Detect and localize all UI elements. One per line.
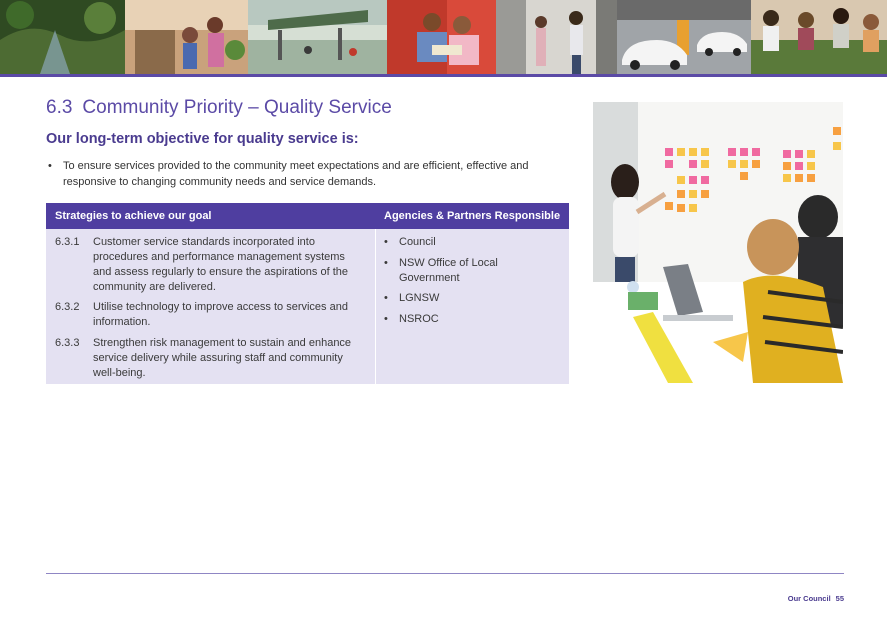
strategy-row xyxy=(55,300,365,330)
strategies-header: Strategies to achieve our goal xyxy=(55,210,212,222)
street-walkers-photo xyxy=(496,0,617,74)
bullet-marker: • xyxy=(384,236,388,248)
agency-item xyxy=(384,291,564,306)
footer-rule xyxy=(46,573,844,574)
objective-text: To ensure services provided to the community meet expectations and are efficient, effective and responsive to changing community needs and service demands. xyxy=(63,160,529,188)
agency-name: Council xyxy=(399,236,436,248)
agencies-header: Agencies & Partners Responsible xyxy=(384,210,561,222)
strategy-row xyxy=(55,235,365,295)
table-header xyxy=(46,203,569,229)
bullet-marker: • xyxy=(48,160,52,172)
photo-banner xyxy=(0,0,887,74)
table-body xyxy=(46,229,569,384)
strategy-id: 6.3.2 xyxy=(55,301,80,313)
banner-rule xyxy=(0,74,887,77)
page-title xyxy=(46,97,392,119)
bullet-marker: • xyxy=(384,292,388,304)
strategy-text: Strengthen risk management to sustain and enhance service delivery while assuring staff and community well-being. xyxy=(93,337,352,379)
agency-name: LGNSW xyxy=(399,292,440,304)
office-workshop-photo xyxy=(593,102,843,383)
page-footer xyxy=(788,594,844,603)
objective-subtitle: Our long-term objective for quality service is: xyxy=(46,131,359,147)
strategy-text: Utilise technology to improve access to services and information. xyxy=(93,301,348,328)
strategy-row xyxy=(55,336,365,381)
bullet-marker: • xyxy=(384,257,388,269)
page-number: 55 xyxy=(835,594,844,603)
agency-item xyxy=(384,312,564,327)
agency-name: NSW Office of Local Government xyxy=(399,257,498,284)
agency-name: NSROC xyxy=(399,313,439,325)
rainforest-creek-photo xyxy=(0,0,125,74)
footer-section: Our Council xyxy=(787,594,831,603)
children-reading-photo xyxy=(387,0,496,74)
section-number: 6.3 xyxy=(46,97,73,118)
agency-item xyxy=(384,256,524,286)
strategy-id: 6.3.3 xyxy=(55,337,80,349)
bullet-marker: • xyxy=(384,313,388,325)
town-centre-photo xyxy=(248,0,387,74)
strategy-table xyxy=(46,203,569,384)
strategy-text: Customer service standards incorporated into procedures and performance management systems and assess regularly to ensure the aspirations of the community are delivered. xyxy=(93,236,348,293)
agency-item xyxy=(384,235,564,250)
electric-cars-photo xyxy=(617,0,751,74)
section-title: Community Priority – Quality Service xyxy=(82,97,392,118)
strategy-id: 6.3.1 xyxy=(55,236,80,248)
column-divider xyxy=(375,229,376,384)
family-garden-photo xyxy=(125,0,248,74)
objective-bullet xyxy=(46,159,566,190)
community-group-photo xyxy=(751,0,887,74)
